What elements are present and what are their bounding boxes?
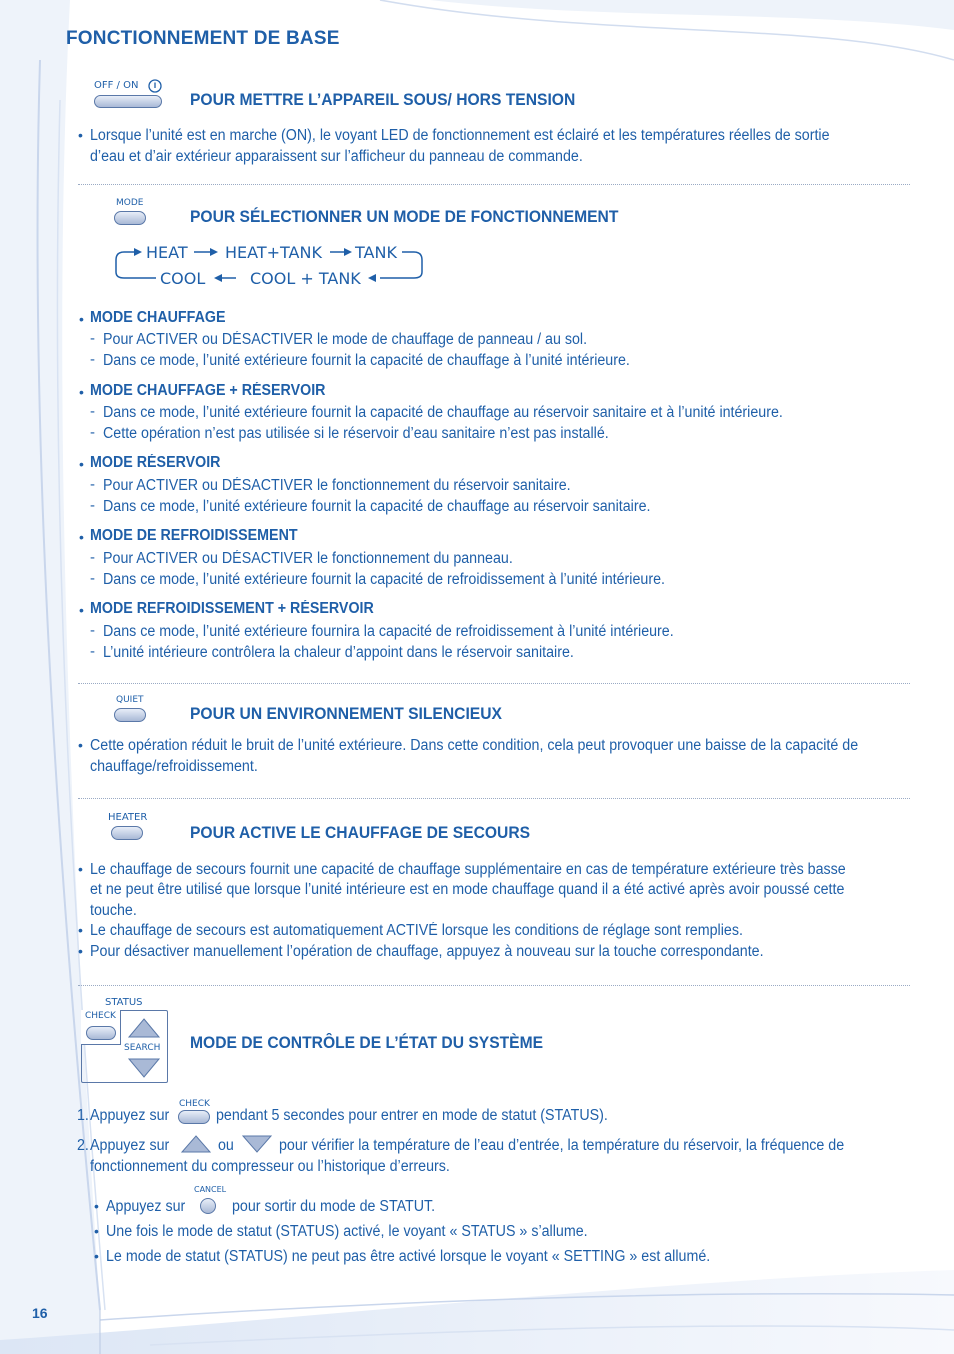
heater-text-b1-line2: et ne peut être utilisé que lorsque l’unité intérieure est en mode chauffage quand il a été activé après avoir poussé cette xyxy=(90,881,845,898)
quiet-section-title: POUR UN ENVIRONNEMENT SILENCIEUX xyxy=(190,704,502,723)
separator xyxy=(78,798,910,799)
mode-item-line: Pour ACTIVER ou DÉSACTIVER le fonctionnement du réservoir sanitaire. xyxy=(103,477,571,494)
down-arrow-icon xyxy=(127,1057,161,1079)
quiet-text-line2: chauffage/refroidissement. xyxy=(90,758,258,775)
bullet: • xyxy=(94,1198,99,1214)
search-label: SEARCH xyxy=(124,1043,161,1053)
mode-item-line: Dans ce mode, l’unité extérieure fournira la capacité de refroidissement à l’unité intérieure. xyxy=(103,623,674,640)
step2-text-a: Appuyez sur xyxy=(90,1137,170,1154)
status-b1-text-a: Appuyez sur xyxy=(106,1198,186,1215)
off-on-label: OFF / ON xyxy=(94,80,139,91)
bullet: • xyxy=(79,602,84,618)
heater-text-b1-line3: touche. xyxy=(90,902,137,919)
quiet-text-line1: Cette opération réduit le bruit de l’unité extérieure. Dans cette condition, cela peut provoquer une baisse de la capacité de xyxy=(90,737,859,754)
mode-item-title: MODE CHAUFFAGE xyxy=(90,309,226,326)
mode-label: MODE xyxy=(116,198,144,208)
flow-tank: TANK xyxy=(355,243,397,262)
cancel-label: CANCEL xyxy=(194,1185,227,1194)
mode-item-line: Dans ce mode, l’unité extérieure fournit la capacité de chauffage au réservoir sanitaire. xyxy=(103,498,651,515)
power-text-line2: d’eau et d’air extérieur apparaissent sur l’afficheur du panneau de commande. xyxy=(90,148,583,165)
status-label: STATUS xyxy=(105,997,143,1008)
up-arrow-icon xyxy=(127,1017,161,1039)
mode-item-line: Pour ACTIVER ou DÉSACTIVER le mode de chauffage de panneau / au sol. xyxy=(103,331,588,348)
mode-item-line: Pour ACTIVER ou DÉSACTIVER le fonctionnement du panneau. xyxy=(103,550,513,567)
power-section-title: POUR METTRE L’APPAREIL SOUS/ HORS TENSION xyxy=(190,90,576,109)
flow-heat: HEAT xyxy=(146,243,188,262)
separator xyxy=(78,184,910,185)
mode-button-icon xyxy=(114,211,146,225)
step1-text-a: Appuyez sur xyxy=(90,1107,170,1124)
heater-section-title: POUR ACTIVE LE CHAUFFAGE DE SECOURS xyxy=(190,823,531,842)
bullet: • xyxy=(78,737,83,753)
heater-text-b3: Pour désactiver manuellement l’opération de chauffage, appuyez à nouveau sur la touche correspondante. xyxy=(90,943,764,960)
separator xyxy=(78,985,910,986)
mode-item-line: Dans ce mode, l’unité extérieure fournit la capacité de chauffage à l’unité intérieure. xyxy=(103,352,630,369)
flow-heat-tank: HEAT+TANK xyxy=(225,243,322,262)
step2-text-b: pour vérifier la température de l’eau d’entrée, la température du réservoir, la fréquence de xyxy=(279,1137,845,1154)
mode-item-line: Dans ce mode, l’unité extérieure fournit la capacité de refroidissement à l’unité intérieure. xyxy=(103,571,665,588)
off-on-button-icon xyxy=(94,95,162,108)
mode-item-title: MODE DE REFROIDISSEMENT xyxy=(90,527,298,544)
check-label: CHECK xyxy=(85,1011,116,1021)
up-arrow-inline-icon xyxy=(180,1134,212,1154)
bullet: • xyxy=(78,861,83,877)
bullet: • xyxy=(78,943,83,959)
heater-button-icon xyxy=(111,826,143,840)
bullet: • xyxy=(78,127,83,143)
bullet: • xyxy=(94,1248,99,1264)
step1-number: 1. xyxy=(77,1107,89,1124)
cancel-button-icon xyxy=(200,1198,216,1214)
bullet: • xyxy=(79,456,84,472)
check-inline-label: CHECK xyxy=(179,1099,210,1109)
mode-item-line: L’unité intérieure contrôlera la chaleur d’appoint dans le réservoir sanitaire. xyxy=(103,644,574,661)
bullet: • xyxy=(79,529,84,545)
status-b3-text: Le mode de statut (STATUS) ne peut pas être activé lorsque le voyant « SETTING » est allumé. xyxy=(106,1248,711,1265)
bullet: • xyxy=(94,1223,99,1239)
down-arrow-inline-icon xyxy=(241,1134,273,1154)
quiet-label: QUIET xyxy=(116,695,144,705)
flow-cool-tank: COOL + TANK xyxy=(250,269,361,288)
step2-text-c: fonctionnement du compresseur ou l’historique d’erreurs. xyxy=(90,1158,450,1175)
heater-text-b2: Le chauffage de secours est automatiquement ACTIVÉ lorsque les conditions de réglage sont remplies. xyxy=(90,922,743,939)
check-button-icon xyxy=(86,1026,116,1040)
bullet: • xyxy=(78,922,83,938)
page-heading: FONCTIONNEMENT DE BASE xyxy=(66,28,340,49)
mode-item-line: Dans ce mode, l’unité extérieure fournit la capacité de chauffage au réservoir sanitaire et à l’unité intérieure. xyxy=(103,404,783,421)
page-content: FONCTIONNEMENT DE BASE OFF / ON POUR METTRE L’APPAREIL SOUS/ HORS TENSION • Lorsque l’unité est en marche (ON), le voyant LED de fonctionnement est éclairé et les températures réelles de sortie d’eau et d’air extérieur apparaissent sur l’afficheur du panneau de commande. MODE POUR SÉLECTIONNER UN MODE DE FONCTIONNEMENT HEAT HEAT+TANK TANK COOL COOL + TANK • MODE CHAUFFAGE - Pour ACTIVER ou DÉSACTIVER le mode de chauffage de panneau / au sol. - Dans ce mode, l’unité extérieure fournit la capacité de chauffage à l’unité intérieure. • MODE CHAUFFAGE + RÉSERVOIR - Dans ce mode, l’unité extérieure fournit la capacité de chauffage au réservoir sanitaire et à l’unité intérieure. - Cette opération n’est pas utilisée si le réservoir d’eau sanitaire n’est pas installé. • MODE RÉSERVOIR - Pour ACTIVER ou DÉSACTIVER le fonctionnement du réservoir sanitaire. - Dans ce mode, l’unité extérieure fournit la capacité de chauffage au réservoir sanitaire. • MODE DE REFROIDISSEMENT - Pour ACTIVER ou DÉSACTIVER le fonctionnement du panneau. - Dans ce mode, l’unité extérieure fournit la capacité de refroidissement à l’unité intérieure. • MODE REFROIDISSEMENT + RÉSERVOIR - Dans ce mode, l’unité extérieure fournira la capacité de refroidissement à l’unité intérieure. - L’unité intérieure contrôlera la chaleur d’appoint dans le réservoir sanitaire. QUIET POUR UN ENVIRONNEMENT SILENCIEUX • Cette opération réduit le bruit de l’unité extérieure. Dans cette condition, cela peut provoquer une baisse de la capacité de chauffage/refroidissement. HEATER POUR ACTIVE LE CHAUFFAGE DE SECOURS • Le chauffage de secours fournit une capacité de chauffage supplémentaire en cas de température extérieure très basse et ne peut être utilisé que lorsque l’unité intérieure est en mode chauffage quand il a été activé après avoir poussé cette touche. • Le chauffage de secours est automatiquement ACTIVÉ lorsque les conditions de réglage sont remplies. • Pour désactiver manuellement l’opération de chauffage, appuyez à nouveau sur la touche correspondante. STATUS CHECK SEARCH MODE DE CONTRÔLE DE L’ÉTAT DU SYSTÈME 1. Appuyez sur CHECK pendant 5 secondes pour entrer en mode de statut (STATUS). 2. Appuyez sur ou pour vérifier la température de l’eau d’entrée, la température du réservoir, la fréquence de fonctionnement du compresseur ou l’historique d’erreurs. • Appuyez sur CANCEL pour sortir du mode de STATUT. • Une fois le mode de statut (STATUS) activé, le voyant « STATUS » s’allume. • Le mode de statut (STATUS) ne peut pas être activé lorsque le voyant « SETTING » est allumé. 16 xyxy=(0,0,954,1354)
step2-or: ou xyxy=(218,1137,234,1154)
separator xyxy=(78,683,910,684)
page-number: 16 xyxy=(32,1305,48,1321)
mode-item-title: MODE RÉSERVOIR xyxy=(90,454,221,471)
heater-label: HEATER xyxy=(108,812,148,823)
status-b1-text-b: pour sortir du mode de STATUT. xyxy=(232,1198,436,1215)
flow-cool: COOL xyxy=(160,269,206,288)
mode-section-title: POUR SÉLECTIONNER UN MODE DE FONCTIONNEMENT xyxy=(190,207,619,226)
mode-item-title: MODE REFROIDISSEMENT + RÉSERVOIR xyxy=(90,600,374,617)
bullet: • xyxy=(79,311,84,327)
heater-text-b1-line1: Le chauffage de secours fournit une capacité de chauffage supplémentaire en cas de température extérieure très basse xyxy=(90,861,846,878)
step1-text-b: pendant 5 secondes pour entrer en mode de statut (STATUS). xyxy=(216,1107,608,1124)
quiet-button-icon xyxy=(114,708,146,722)
mode-item-line: Cette opération n’est pas utilisée si le réservoir d’eau sanitaire n’est pas installé. xyxy=(103,425,609,442)
status-section-title: MODE DE CONTRÔLE DE L’ÉTAT DU SYSTÈME xyxy=(190,1033,544,1052)
status-b2-text: Une fois le mode de statut (STATUS) activé, le voyant « STATUS » s’allume. xyxy=(106,1223,588,1240)
check-inline-icon xyxy=(178,1110,210,1124)
step2-number: 2. xyxy=(77,1137,89,1154)
bullet: • xyxy=(79,384,84,400)
power-text-line1: Lorsque l’unité est en marche (ON), le voyant LED de fonctionnement est éclairé et les températures réelles de sortie xyxy=(90,127,830,144)
power-icon xyxy=(148,79,162,93)
mode-item-title: MODE CHAUFFAGE + RÉSERVOIR xyxy=(90,382,326,399)
